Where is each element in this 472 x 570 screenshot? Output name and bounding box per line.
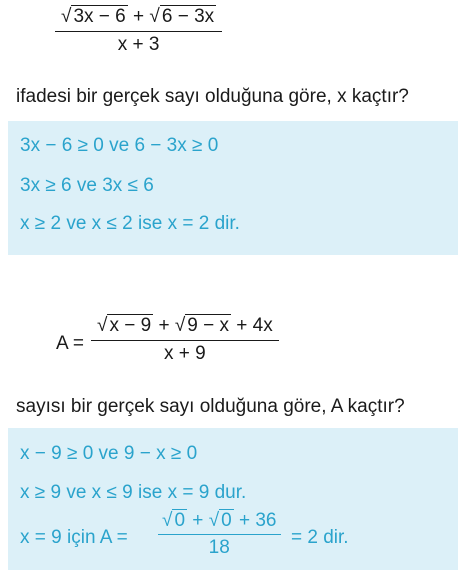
solution-line: 3x ≥ 6 ve 3x ≤ 6 bbox=[20, 175, 154, 196]
radical-1: √ 0 bbox=[162, 510, 186, 531]
radical-2: √ 9 − x bbox=[174, 315, 230, 336]
plus-sign: + bbox=[133, 6, 145, 27]
final-fraction bbox=[158, 510, 281, 559]
final-denominator: 18 bbox=[158, 534, 281, 559]
radicand-1: x − 9 bbox=[109, 315, 152, 336]
problem1-denominator: x + 3 bbox=[55, 31, 222, 56]
radical-2: √ 0 bbox=[208, 510, 232, 531]
solution-line: x − 9 ≥ 0 ve 9 − x ≥ 0 bbox=[20, 443, 198, 464]
radical-1: √ x − 9 bbox=[97, 315, 152, 336]
final-prefix: x = 9 için A = bbox=[20, 527, 128, 548]
problem1-question: ifadesi bir gerçek sayı olduğuna göre, x kaçtır? bbox=[16, 86, 409, 107]
problem2-denominator: x + 9 bbox=[91, 340, 279, 365]
radicand-2: 6 − 3x bbox=[161, 6, 215, 27]
problem2-lhs: A = bbox=[56, 333, 84, 354]
solution-line: 3x − 6 ≥ 0 ve 6 − 3x ≥ 0 bbox=[20, 135, 219, 156]
problem2-solution-box bbox=[8, 428, 458, 570]
radicand-2: 0 bbox=[221, 510, 232, 531]
problem1-solution-box bbox=[8, 121, 458, 255]
numerator-tail: + 4x bbox=[236, 315, 273, 336]
solution-line: x ≥ 2 ve x ≤ 2 ise x = 2 dir. bbox=[20, 213, 240, 234]
radicand-1: 3x − 6 bbox=[73, 6, 126, 27]
radicand-1: 0 bbox=[174, 510, 186, 531]
problem1-fraction bbox=[55, 6, 222, 56]
radicand-2: 9 − x bbox=[187, 315, 230, 336]
numerator-tail: + 36 bbox=[238, 510, 277, 531]
final-suffix: = 2 dir. bbox=[291, 527, 349, 548]
problem2-numerator bbox=[91, 315, 279, 340]
radical-1: √ 3x − 6 bbox=[61, 6, 126, 27]
final-numerator bbox=[158, 510, 281, 534]
solution-line: x ≥ 9 ve x ≤ 9 ise x = 9 dur. bbox=[20, 482, 247, 503]
problem1-numerator bbox=[55, 6, 222, 31]
plus-sign: + bbox=[158, 315, 170, 336]
radical-2: √ 6 − 3x bbox=[149, 6, 215, 27]
problem2-fraction bbox=[91, 315, 279, 365]
problem2-question: sayısı bir gerçek sayı olduğuna göre, A kaçtır? bbox=[16, 396, 405, 417]
plus-sign: + bbox=[192, 510, 204, 531]
